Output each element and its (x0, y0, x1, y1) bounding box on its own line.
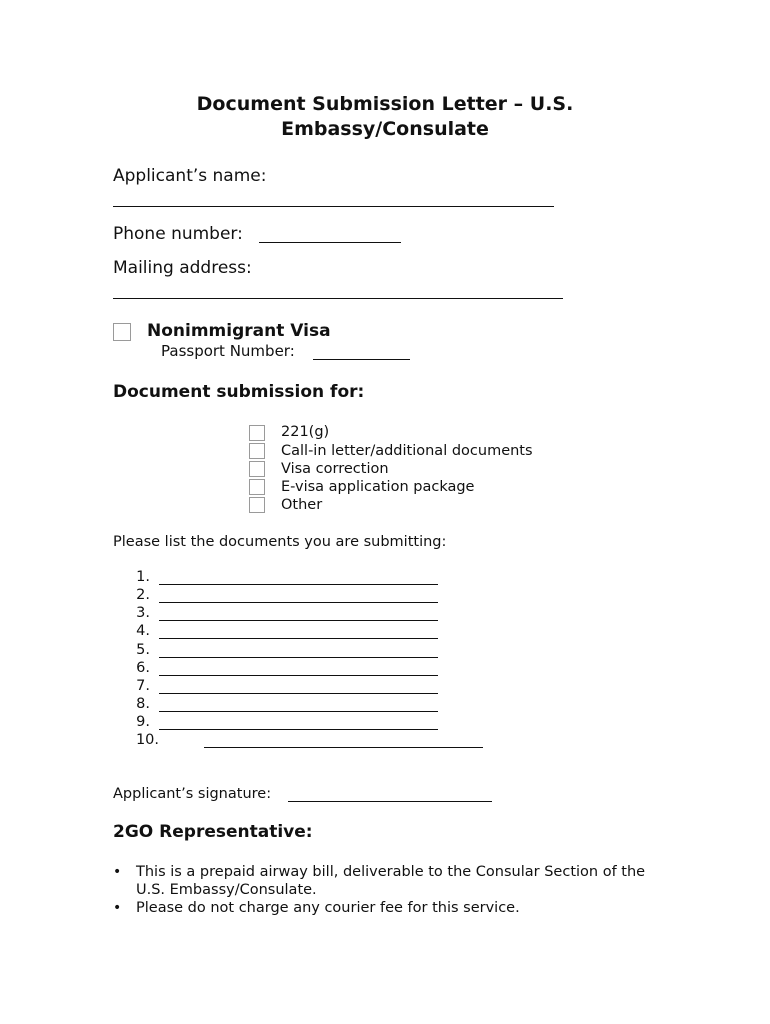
title-line-1: Document Submission Letter – U.S. (196, 93, 574, 115)
doc-number-6: 6. (136, 660, 150, 676)
bullet-1-text: This is a prepaid airway bill, deliverable to the Consular Section of the (136, 864, 646, 880)
applicant-name-label: Applicant’s name: (113, 166, 267, 186)
doc-number-5: 5. (136, 642, 150, 658)
option-visa-correction-label: Visa correction (281, 461, 389, 477)
option-221g-checkbox[interactable] (249, 425, 265, 441)
doc-number-3: 3. (136, 605, 150, 621)
doc-number-9: 9. (136, 714, 150, 730)
mailing-address-label: Mailing address: (113, 258, 252, 278)
title-line-2: Embassy/Consulate (281, 118, 489, 140)
doc-field-7[interactable] (159, 693, 438, 694)
bullet-2-text: Please do not charge any courier fee for this service. (136, 900, 520, 916)
passport-number-field[interactable] (313, 359, 410, 360)
doc-number-1: 1. (136, 569, 150, 585)
doc-number-10: 10. (135, 732, 159, 748)
option-call-in-label: Call-in letter/additional documents (281, 443, 533, 459)
applicant-name-field[interactable] (113, 206, 554, 207)
page-title (0, 92, 770, 142)
phone-field[interactable] (259, 242, 401, 243)
doc-field-3[interactable] (159, 620, 438, 621)
option-other-checkbox[interactable] (249, 497, 265, 513)
doc-field-5[interactable] (159, 657, 438, 658)
nonimmigrant-visa-checkbox[interactable] (113, 323, 131, 341)
doc-field-4[interactable] (159, 638, 438, 639)
bullet-1-dot: • (113, 864, 122, 880)
doc-number-8: 8. (136, 696, 150, 712)
documents-instruction: Please list the documents you are submitting: (113, 534, 447, 550)
option-e-visa-label: E-visa application package (281, 479, 475, 495)
option-e-visa-checkbox[interactable] (249, 479, 265, 495)
submission-heading: Document submission for: (113, 382, 365, 402)
bullet-2-dot: • (113, 900, 122, 916)
bullet-1-text-continued: U.S. Embassy/Consulate. (136, 882, 317, 898)
doc-field-6[interactable] (159, 675, 438, 676)
signature-label: Applicant’s signature: (113, 786, 272, 802)
mailing-address-field[interactable] (113, 298, 563, 299)
doc-field-10[interactable] (204, 747, 483, 748)
representative-heading: 2GO Representative: (113, 822, 313, 842)
doc-number-2: 2. (136, 587, 150, 603)
option-call-in-checkbox[interactable] (249, 443, 265, 459)
doc-number-7: 7. (136, 678, 150, 694)
doc-field-1[interactable] (159, 584, 438, 585)
option-221g-label: 221(g) (281, 424, 330, 440)
option-visa-correction-checkbox[interactable] (249, 461, 265, 477)
nonimmigrant-visa-label: Nonimmigrant Visa (147, 321, 331, 341)
passport-number-label: Passport Number: (161, 342, 295, 360)
doc-field-9[interactable] (159, 729, 438, 730)
doc-field-2[interactable] (159, 602, 438, 603)
doc-number-4: 4. (136, 623, 150, 639)
signature-field[interactable] (288, 801, 492, 802)
doc-field-8[interactable] (159, 711, 438, 712)
option-other-label: Other (281, 497, 323, 513)
phone-label: Phone number: (113, 224, 243, 244)
